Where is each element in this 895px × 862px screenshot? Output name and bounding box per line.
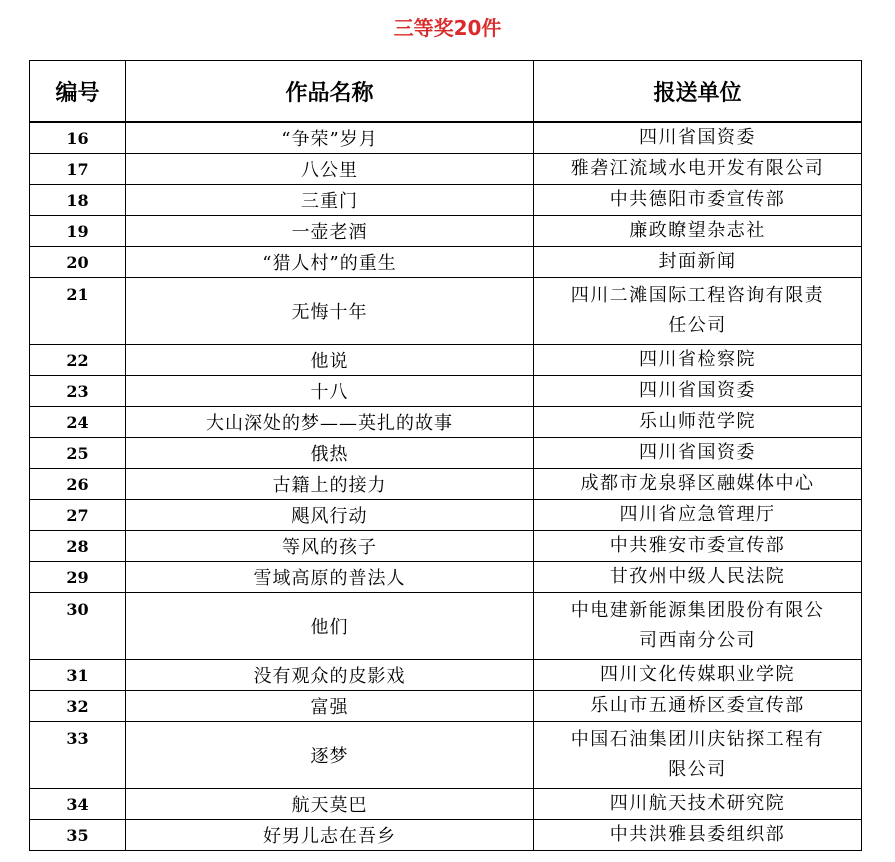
row-unit: 四川省国资委 [534, 122, 862, 154]
table-row [30, 722, 862, 789]
row-unit: 四川省国资委 [534, 438, 862, 469]
row-work-name: “争荣”岁月 [126, 122, 534, 154]
row-work-name: 雪域高原的普法人 [126, 562, 534, 593]
table-row [30, 122, 862, 154]
row-unit [534, 593, 862, 660]
table-row [30, 407, 862, 438]
row-work-name: 逐梦 [126, 722, 534, 789]
row-number: 16 [30, 122, 126, 154]
row-number: 22 [30, 345, 126, 376]
row-unit: 四川文化传媒职业学院 [534, 660, 862, 691]
row-number: 19 [30, 216, 126, 247]
row-number: 21 [30, 278, 126, 345]
row-unit: 封面新闻 [534, 247, 862, 278]
awards-table [29, 60, 862, 851]
row-number: 34 [30, 789, 126, 820]
table-row [30, 562, 862, 593]
page-title: 三等奖20件 [393, 16, 502, 40]
row-unit: 四川航天技术研究院 [534, 789, 862, 820]
row-work-name: 他说 [126, 345, 534, 376]
table-row [30, 469, 862, 500]
row-number: 18 [30, 185, 126, 216]
table-row [30, 820, 862, 851]
row-number: 20 [30, 247, 126, 278]
row-unit: 四川省应急管理厅 [534, 500, 862, 531]
header-work-name: 作品名称 [126, 61, 534, 123]
row-unit: 乐山市五通桥区委宣传部 [534, 691, 862, 722]
row-unit: 四川省检察院 [534, 345, 862, 376]
row-work-name: 飓风行动 [126, 500, 534, 531]
row-unit: 成都市龙泉驿区融媒体中心 [534, 469, 862, 500]
row-unit-text: 中电建新能源集团股份有限公司西南分公司 [570, 600, 825, 651]
table-row [30, 247, 862, 278]
row-unit-text: 中国石油集团川庆钻探工程有限公司 [570, 729, 825, 780]
row-number: 32 [30, 691, 126, 722]
table-row [30, 278, 862, 345]
row-work-name: 三重门 [126, 185, 534, 216]
table-row [30, 660, 862, 691]
table-row [30, 691, 862, 722]
row-unit-text: 四川二滩国际工程咨询有限责任公司 [570, 285, 825, 336]
table-row [30, 376, 862, 407]
table-row [30, 216, 862, 247]
row-unit: 中共雅安市委宣传部 [534, 531, 862, 562]
table-row [30, 154, 862, 185]
row-number: 26 [30, 469, 126, 500]
table-row [30, 789, 862, 820]
row-number: 29 [30, 562, 126, 593]
row-work-name: 古籍上的接力 [126, 469, 534, 500]
header-submitting-unit: 报送单位 [534, 61, 862, 123]
row-work-name: 八公里 [126, 154, 534, 185]
row-number: 23 [30, 376, 126, 407]
row-number: 33 [30, 722, 126, 789]
row-work-name: 一壶老酒 [126, 216, 534, 247]
table-row [30, 438, 862, 469]
table-row [30, 500, 862, 531]
row-number: 27 [30, 500, 126, 531]
row-work-name: 无悔十年 [126, 278, 534, 345]
row-number: 25 [30, 438, 126, 469]
row-number: 17 [30, 154, 126, 185]
row-work-name: 十八 [126, 376, 534, 407]
row-work-name: 好男儿志在吾乡 [126, 820, 534, 851]
row-unit: 甘孜州中级人民法院 [534, 562, 862, 593]
row-work-name: “猎人村”的重生 [126, 247, 534, 278]
row-unit [534, 722, 862, 789]
table-row [30, 185, 862, 216]
row-unit: 中共洪雅县委组织部 [534, 820, 862, 851]
table-row [30, 593, 862, 660]
row-work-name: 富强 [126, 691, 534, 722]
row-number: 31 [30, 660, 126, 691]
row-unit: 廉政瞭望杂志社 [534, 216, 862, 247]
row-number: 35 [30, 820, 126, 851]
row-unit: 雅砻江流域水电开发有限公司 [534, 154, 862, 185]
row-number: 30 [30, 593, 126, 660]
row-number: 24 [30, 407, 126, 438]
row-work-name: 等风的孩子 [126, 531, 534, 562]
row-unit [534, 278, 862, 345]
row-work-name: 大山深处的梦——英扎的故事 [126, 407, 534, 438]
row-work-name: 俄热 [126, 438, 534, 469]
row-work-name: 他们 [126, 593, 534, 660]
table-row [30, 345, 862, 376]
row-work-name: 航天莫巴 [126, 789, 534, 820]
row-unit: 四川省国资委 [534, 376, 862, 407]
row-work-name: 没有观众的皮影戏 [126, 660, 534, 691]
header-number: 编号 [30, 61, 126, 123]
table-row [30, 531, 862, 562]
row-number: 28 [30, 531, 126, 562]
row-unit: 乐山师范学院 [534, 407, 862, 438]
row-unit: 中共德阳市委宣传部 [534, 185, 862, 216]
table-header-row [30, 61, 862, 123]
